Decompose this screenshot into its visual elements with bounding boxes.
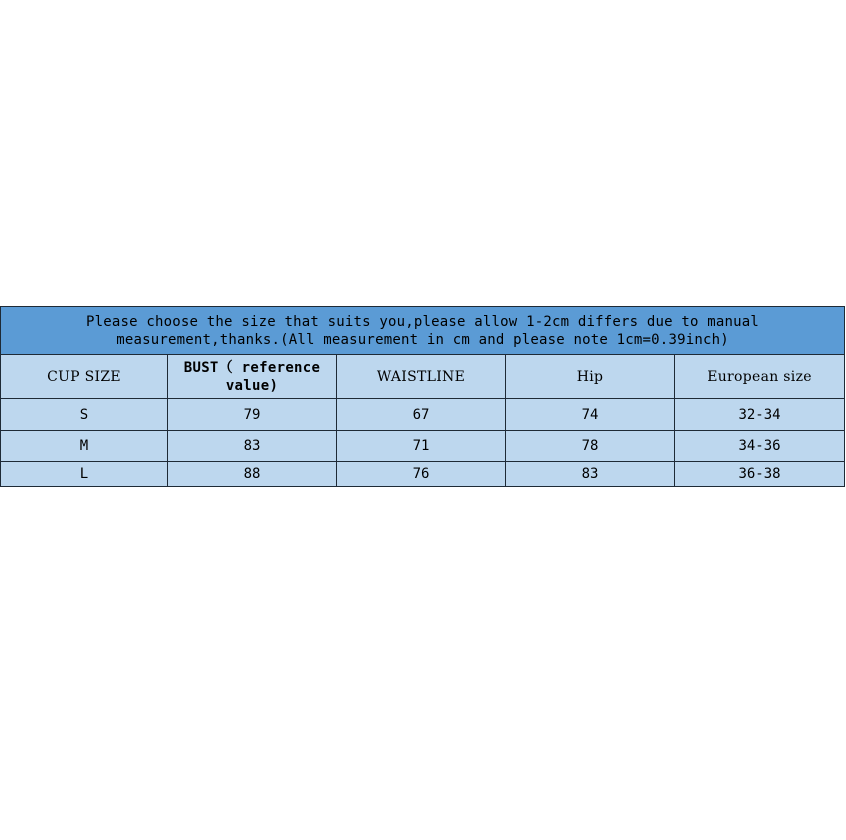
- size-chart-table: [0, 306, 845, 487]
- table-row: [1, 462, 845, 487]
- cell-cup-size: S: [1, 399, 168, 431]
- column-header-bust: BUST（ reference value): [168, 355, 337, 399]
- cell-hip: 83: [506, 462, 675, 487]
- table-row: [1, 399, 845, 431]
- cell-waistline: 67: [337, 399, 506, 431]
- cell-bust: 88: [168, 462, 337, 487]
- cell-bust: 79: [168, 399, 337, 431]
- column-header-cup-size: CUP SIZE: [1, 355, 168, 399]
- cell-hip: 74: [506, 399, 675, 431]
- cell-waistline: 76: [337, 462, 506, 487]
- cell-hip: 78: [506, 431, 675, 462]
- column-header-waistline: WAISTLINE: [337, 355, 506, 399]
- cell-european-size: 34-36: [675, 431, 845, 462]
- notice-row: [1, 307, 845, 355]
- header-row: [1, 355, 845, 399]
- cell-bust: 83: [168, 431, 337, 462]
- column-header-hip: Hip: [506, 355, 675, 399]
- cell-cup-size: M: [1, 431, 168, 462]
- size-notice: Please choose the size that suits you,please allow 1-2cm differs due to manual measurement,thanks.(All measurement in cm and please note 1cm=0.39inch): [1, 307, 845, 355]
- column-header-european-size: European size: [675, 355, 845, 399]
- cell-european-size: 36-38: [675, 462, 845, 487]
- cell-cup-size: L: [1, 462, 168, 487]
- cell-european-size: 32-34: [675, 399, 845, 431]
- cell-waistline: 71: [337, 431, 506, 462]
- table-row: [1, 431, 845, 462]
